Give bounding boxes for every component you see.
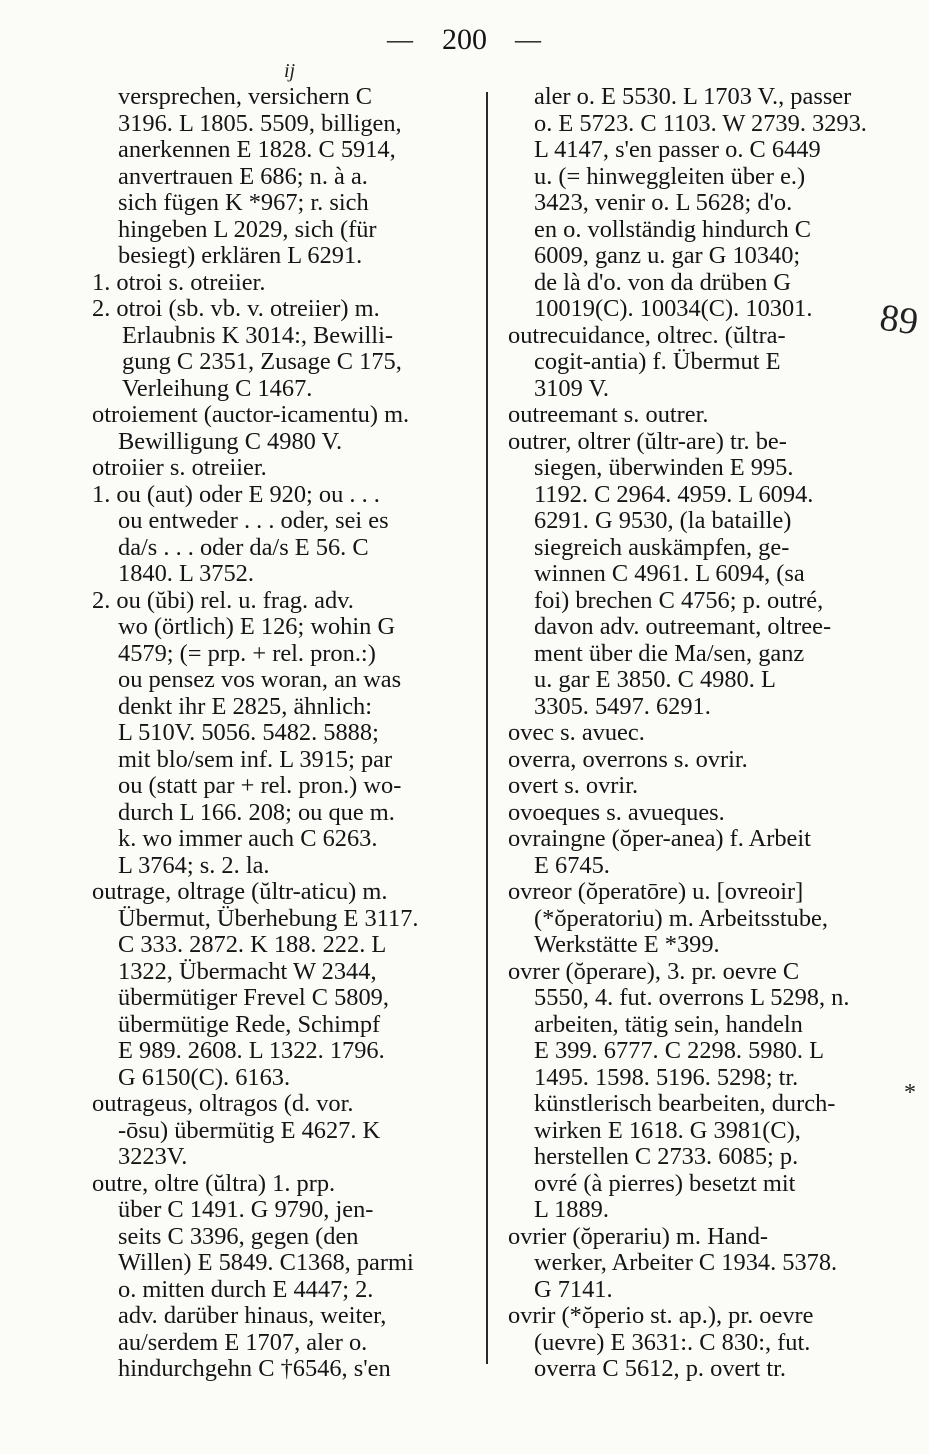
left-column-line: mit blo/sem inf. L 3915; par — [118, 745, 393, 773]
left-column-line: k. wo immer auch C 6263. — [118, 825, 378, 852]
right-column-line: Werkstätte E *399. — [534, 931, 720, 958]
right-column-line: ovreor (ŏperatōre) u. [ovreoir] — [508, 878, 804, 905]
right-column-line: (*ŏperatoriu) m. Arbeitsstube, — [534, 904, 828, 932]
left-column-line: otroiier s. otreiier. — [92, 454, 267, 481]
right-column-line: overra C 5612, p. overt tr. — [534, 1355, 786, 1382]
right-column-line: 10019(C). 10034(C). 10301. — [534, 295, 813, 322]
left-column-line: seits C 3396, gegen (den — [118, 1222, 359, 1250]
left-column-line: adv. darüber hinaus, weiter, — [118, 1302, 387, 1329]
left-column-line: 2. ou (ŭbi) rel. u. frag. adv. — [92, 586, 354, 614]
right-column-line: overt s. ovrir. — [508, 772, 639, 799]
pencil-mark-top: ij — [284, 60, 296, 82]
right-column-line: o. E 5723. C 1103. W 2739. 3293. — [534, 109, 867, 137]
left-column-line: L 3764; s. 2. la. — [118, 851, 270, 879]
left-column-line: durch L 166. 208; ou que m. — [118, 798, 395, 826]
left-column-line: L 510V. 5056. 5482. 5888; — [118, 719, 379, 746]
right-column-line: foi) brechen C 4756; p. outré, — [534, 586, 824, 614]
left-column-line: 1840. L 3752. — [118, 560, 254, 587]
left-column-line: anerkennen E 1828. C 5914, — [118, 136, 396, 163]
right-column-line: ment über die Ma/sen, ganz — [534, 639, 805, 667]
left-column-line: ou (statt par + rel. pron.) wo- — [118, 772, 402, 799]
right-column-line: de là d'o. von da drüben G — [534, 268, 792, 296]
right-column-line: outrer, oltrer (ŭltr-are) tr. be- — [508, 427, 787, 455]
right-column-line: siegen, überwinden E 995. — [534, 454, 794, 481]
left-column-line: au/serdem E 1707, aler o. — [118, 1328, 368, 1356]
right-column-line: ovrir (*ŏperio st. ap.), pr. oevre — [508, 1302, 814, 1329]
left-column-line: 1. otroi s. otreiier. — [92, 268, 266, 296]
right-column-line: L 1889. — [534, 1196, 609, 1223]
left-column-line: hindurchgehn C †6546, s'en — [118, 1355, 391, 1382]
right-column-line: ovraingne (ŏper-anea) f. Arbeit — [508, 825, 811, 852]
left-column-line: denkt ihr E 2825, ähnlich: — [118, 692, 373, 720]
left-column-line: 1. ou (aut) oder E 920; ou . . . — [92, 480, 380, 508]
right-column-line: 3109 V. — [534, 374, 610, 402]
right-column-line: cogit-antia) f. Übermut E — [534, 348, 781, 375]
right-column-line: overra, overrons s. ovrir. — [508, 745, 748, 773]
right-column-line: winnen C 4961. L 6094, (sa — [534, 560, 805, 587]
header-dash-right: — — [515, 25, 542, 54]
right-column-line: siegreich auskämpfen, ge- — [534, 533, 790, 561]
left-column-line: 3223V. — [118, 1143, 188, 1170]
left-column-line: sich fügen K *967; r. sich — [118, 189, 369, 216]
star-mark: * — [904, 1080, 916, 1106]
right-column-line: (uevre) E 3631:. C 830:, fut. — [534, 1328, 811, 1356]
column-divider — [486, 92, 488, 1364]
right-column-line: E 399. 6777. C 2298. 5980. L — [534, 1037, 824, 1064]
right-column-line: werker, Arbeiter C 1934. 5378. — [534, 1249, 838, 1276]
left-column-line: anvertrauen E 686; n. à a. — [118, 162, 368, 190]
left-column-line: ou entweder . . . oder, sei es — [118, 507, 389, 534]
right-column-line: E 6745. — [534, 851, 610, 879]
right-column-line: ovré (à pierres) besetzt mit — [534, 1169, 796, 1197]
left-column-line: Erlaubnis K 3014:, Bewilli- — [122, 321, 393, 349]
left-column-line: 2. otroi (sb. vb. v. otreiier) m. — [92, 295, 380, 322]
right-column-line: 1192. C 2964. 4959. L 6094. — [534, 480, 814, 508]
right-column-line: outrecuidance, oltrec. (ŭltra- — [508, 321, 786, 349]
left-column-line: da/s . . . oder da/s E 56. C — [118, 533, 369, 561]
left-column-line: 4579; (= prp. + rel. pron.:) — [118, 639, 376, 667]
right-column-line: ovrer (ŏperare), 3. pr. oevre C — [508, 957, 800, 985]
right-column — [508, 84, 894, 1383]
right-column-line: 3423, venir o. L 5628; d'o. — [534, 189, 793, 216]
right-column-line: ovrier (ŏperariu) m. Hand- — [508, 1222, 769, 1250]
right-column-line: 6009, ganz u. gar G 10340; — [534, 242, 801, 269]
left-column-line: G 6150(C). 6163. — [118, 1063, 291, 1091]
right-column-line: wirken E 1618. G 3981(C), — [534, 1116, 801, 1144]
right-column-line: davon adv. outreemant, oltree- — [534, 613, 832, 640]
left-column-line: o. mitten durch E 4447; 2. — [118, 1275, 374, 1303]
left-column-line: Übermut, Überhebung E 3117. — [118, 904, 419, 932]
right-column-line: künstlerisch bearbeiten, durch- — [534, 1090, 836, 1117]
right-column-line: 5550, 4. fut. overrons L 5298, n. — [534, 984, 850, 1011]
left-column-line: ou pensez vos woran, an was — [118, 666, 402, 693]
right-column-line: u. gar E 3850. C 4980. L — [534, 666, 776, 693]
right-column-line: u. (= hinweggleiten über e.) — [534, 162, 806, 190]
right-column-line: 1495. 1598. 5196. 5298; tr. — [534, 1063, 799, 1091]
left-column-line: übermütiger Frevel C 5809, — [118, 984, 389, 1011]
page-header — [0, 20, 929, 60]
left-column-line: -ōsu) übermütig E 4627. K — [118, 1116, 381, 1144]
right-column-line: arbeiten, tätig sein, handeln — [534, 1010, 803, 1038]
left-column-line: E 989. 2608. L 1322. 1796. — [118, 1037, 385, 1064]
right-column-line: L 4147, s'en passer o. C 6449 — [534, 136, 821, 163]
left-column-line: hingeben L 2029, sich (für — [118, 215, 377, 243]
left-column-line: C 333. 2872. K 188. 222. L — [118, 931, 387, 958]
page-number: 200 — [442, 23, 487, 56]
right-column-line: herstellen C 2733. 6085; p. — [534, 1143, 799, 1170]
left-column-line: otroiement (auctor-icamentu) m. — [92, 401, 410, 428]
right-column-line: en o. vollständig hindurch C — [534, 215, 812, 243]
right-column-line: aler o. E 5530. L 1703 V., passer — [534, 83, 852, 110]
right-column-line: 3305. 5497. 6291. — [534, 692, 711, 720]
left-column-line: gung C 2351, Zusage C 175, — [122, 348, 402, 375]
left-column-line: besiegt) erklären L 6291. — [118, 242, 363, 269]
right-column-line: outreemant s. outrer. — [508, 401, 709, 428]
header-dash-left: — — [387, 25, 414, 54]
left-column-line: übermütige Rede, Schimpf — [118, 1010, 381, 1038]
pencil-mark-right: 89 — [877, 296, 921, 344]
left-column-line: 1322, Übermacht W 2344, — [118, 957, 377, 985]
left-column — [92, 84, 480, 1383]
left-column-line: 3196. L 1805. 5509, billigen, — [118, 109, 402, 137]
right-column-line: G 7141. — [534, 1275, 613, 1303]
left-column-line: über C 1491. G 9790, jen- — [118, 1196, 374, 1223]
left-column-line: outrageus, oltragos (d. vor. — [92, 1090, 354, 1117]
right-column-line: 6291. G 9530, (la bataille) — [534, 507, 792, 534]
left-column-line: Willen) E 5849. C1368, parmi — [118, 1249, 414, 1276]
left-column-line: outre, oltre (ŭltra) 1. prp. — [92, 1169, 336, 1197]
left-column-line: wo (örtlich) E 126; wohin G — [118, 613, 396, 640]
left-column-line: Verleihung C 1467. — [122, 374, 313, 402]
left-column-line: versprechen, versichern C — [118, 83, 372, 110]
right-column-line: ovoeques s. avueques. — [508, 798, 725, 826]
left-column-line: outrage, oltrage (ŭltr-aticu) m. — [92, 878, 388, 905]
left-column-line: Bewilligung C 4980 V. — [118, 427, 343, 455]
right-column-line: ovec s. avuec. — [508, 719, 645, 746]
